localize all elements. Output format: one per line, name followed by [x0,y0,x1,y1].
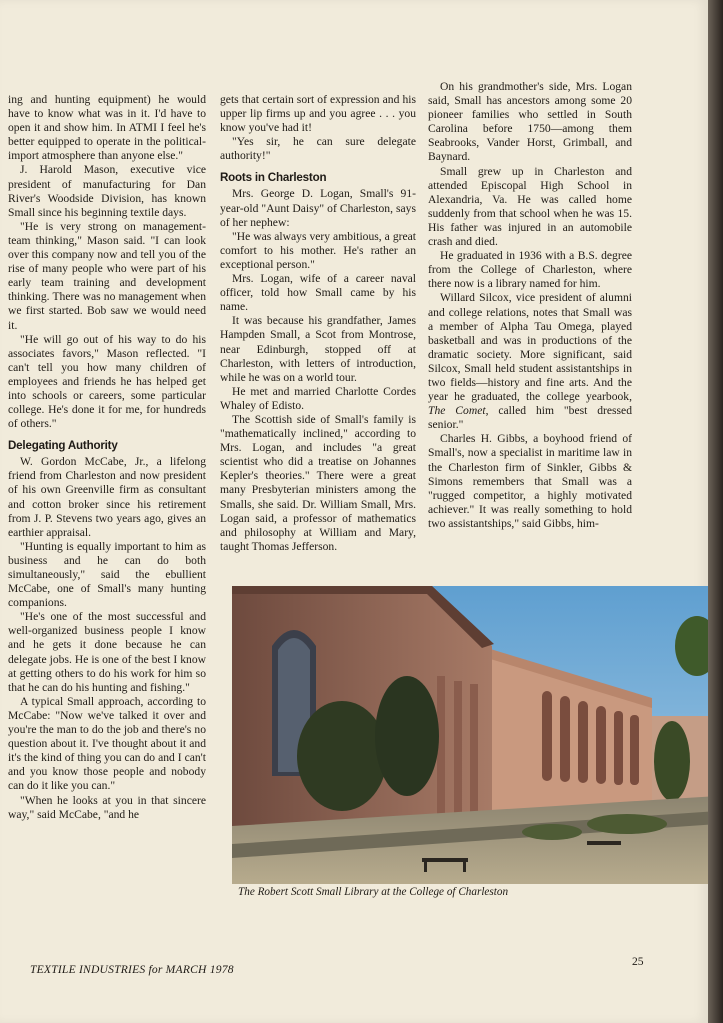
paragraph: Mrs. Logan, wife of a career naval officer, told how Small came by his name. [220,272,416,314]
paragraph: W. Gordon McCabe, Jr., a lifelong friend from Charleston and now president of his own Greenville firm as consultant and cotton broker since his retirement from J. P. Stevens two years ago, gives an earthier appraisal. [8,455,206,539]
paragraph-text: Willard Silcox, vice president of alumni and college relations, notes that Small was a member of Alpha Tau Omega, played basketball and was in productions of the dramatic society. More significant, said Silcox, Small held student assistantships in two fields—history and fine arts. And the year he graduated, the college yearbook, [428,291,632,404]
paragraph: gets that certain sort of expression and his upper lip firms up and you agree . . . you know you've had it! [220,93,416,135]
publication-footer: TEXTILE INDUSTRIES for MARCH 1978 [30,963,234,976]
paragraph: Small grew up in Charleston and attended Episcopal High School in Alexandria, Va. He was called home suddenly from that school when he was 15. His father was injured in an automobile crash and died. [428,164,632,249]
paragraph: Mrs. George D. Logan, Small's 91-year-old "Aunt Daisy" of Charleston, says of her nephew: [220,187,416,229]
article-column-1 [8,93,206,822]
article-column-3 [428,80,632,531]
paragraph: Charles H. Gibbs, a boyhood friend of Small's, now a specialist in maritime law in the Charleston firm of Sinkler, Gibbs & Simons remembers that Small was a "rugged competitor, a highly motivated achiever." It was really something to hold two assistantships," said Gibbs, him- [428,432,632,530]
paragraph: It was because his grandfather, James Hampden Small, a Scot from Montrose, near Edinburgh, stopped off at Charleston, with letters of introduction, while he was on a world tour. [220,314,416,384]
paragraph: J. Harold Mason, executive vice president of manufacturing for Dan River's Woodside Division, has known Small since his beginning textile days. [8,163,206,219]
page-number: 25 [632,955,644,968]
article-column-2 [220,93,416,554]
paragraph: ing and hunting equipment) he would have to know what was in it. I'd have to open it and show him. In ATMI I feel he's better equipped to operate in the political-import atmosphere than anyone else." [8,93,206,163]
paragraph: On his grandmother's side, Mrs. Logan said, Small has ancestors among some 20 pioneer families who settled in South Carolina before 1750—among them Seabrooks, Vander Horst, Grimball, and Baynard. [428,80,632,164]
yearbook-title: The Comet [428,404,486,418]
paragraph: "He was always very ambitious, a great comfort to his mother. He's rather an exceptional person." [220,229,416,271]
paragraph: He graduated in 1936 with a B.S. degree from the College of Charleston, where there now is a library named for him. [428,249,632,291]
paragraph: "He's one of the most successful and well-organized business people I know and he gets it done because he can delegate jobs. He is one of the best I know at getting others to do his work for him so that he can do his hunting and fishing." [8,610,206,694]
paragraph: "When he looks at you in that sincere way," said McCabe, "and he [8,793,206,821]
paragraph: A typical Small approach, according to McCabe: "Now we've talked it over and you're the man to do the job and there's no question about it. I've thought about it and it's the kind of thing you can do and I can't and you know those people and nobody can do it like you can." [8,694,206,793]
paragraph: "Yes sir, he can sure delegate authority!" [220,135,416,163]
paragraph [428,291,632,432]
paragraph: "He is very strong on management-team thinking," Mason said. "I can look over this company now and tell you of the rise of many people who were part of his early team training and development thinking. There was no management when we first started. Bob saw we would need it. [8,219,206,332]
page-binding-edge [708,0,723,1023]
library-photo [232,586,718,884]
photo-caption: The Robert Scott Small Library at the College of Charleston [238,886,509,898]
section-heading: Delegating Authority [8,439,118,453]
paragraph: "Hunting is equally important to him as business and he can do both simultaneously," said the ebullient McCabe, one of Small's many hunting companions. [8,539,206,610]
section-heading: Roots in Charleston [220,171,327,185]
library-building-illustration [232,586,718,884]
paragraph-text: , called him "best dressed senior." [428,404,632,432]
paragraph: "He will go out of his way to do his associates favors," Mason reflected. "I can't tell you how many children of employees and friends he has helped get into schools or careers, some particular college. He's done it for me, for hundreds of others." [8,332,206,431]
paragraph: The Scottish side of Small's family is "mathematically inclined," according to Mrs. Logan, and includes "a great scientist who did a treatise on Johannes Kepler's theories." There were a great many Presbyterian ministers among the Smalls, she said. Dr. William Small, Mrs. Logan said, a professor of mathematics and philosophy at William and Mary, taught Thomas Jefferson. [220,412,416,553]
paragraph: He met and married Charlotte Cordes Whaley of Edisto. [220,384,416,412]
